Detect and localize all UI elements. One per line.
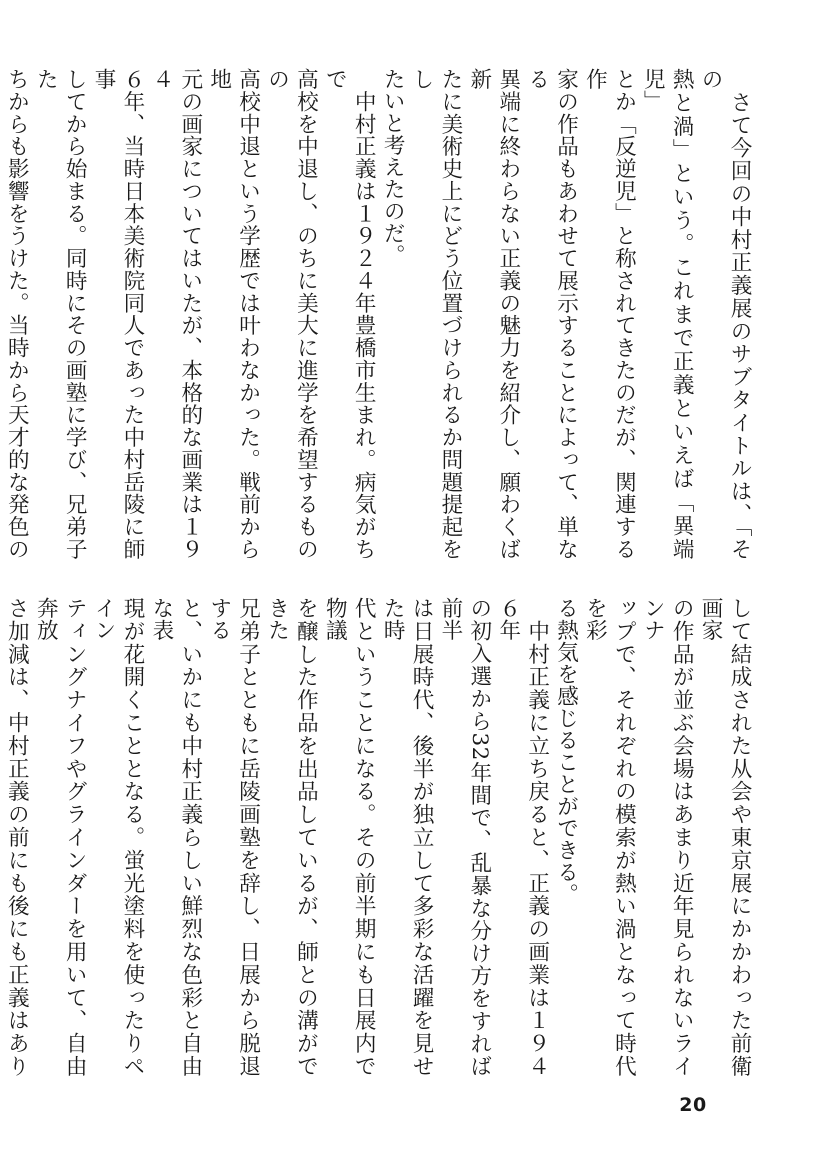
text-column: と、いかにも中村正義らしい鮮烈な色彩と自由な表 [148, 597, 203, 1077]
page-number: 20 [679, 1094, 707, 1116]
text-column: 元の画家についてはいたが、本格的な画業は１９４ [148, 68, 203, 560]
text-column: さ加減は、中村正義の前にも後にも正義はあり [4, 597, 30, 1077]
text-column: してから始まる。同時にその画塾に学び、兄弟子た [33, 68, 88, 560]
text-column: る熱気を感じることができる。 [553, 597, 579, 905]
text-column: 異端に終わらない正義の魅力を紹介し、願わくば新 [466, 68, 521, 560]
text-column: たいと考えたのだ。 [380, 68, 406, 266]
text-column: は日展時代、後半が独立して多彩な活躍を見せた時 [380, 597, 435, 1077]
article-text-top [4, 68, 753, 560]
text-column: ップで、それぞれの模索が熱い渦となって時代を彩 [582, 597, 637, 1077]
text-column: 家の作品もあわせて展示することによって、単なる [524, 68, 579, 560]
text-column: ６年、当時日本美術院同人であった中村岳陵に師事 [91, 68, 145, 560]
text-column: 高校中退という学歴では叶わなかった。戦前から地 [206, 68, 261, 560]
text-column: 中村正義に立ち戻ると、正義の画業は１９４６年 [495, 597, 550, 1077]
text-column: の初入選から32年間で、乱暴な分け方をすれば前半 [437, 597, 492, 1077]
text-column: 高校を中退し、のちに美大に進学を希望するものの [264, 68, 319, 560]
text-column: ティングナイフやグラインダーを用いて、自由奔放 [33, 597, 88, 1077]
text-column: を醸した作品を出品しているが、師との溝ができた [264, 597, 319, 1077]
text-column: とか「反逆児」と称されてきたのだが、関連する作 [582, 68, 637, 560]
text-column: 代ということになる。その前半期にも日展内で物議 [322, 597, 377, 1077]
text-column: たに美術史上にどう位置づけられるか問題提起をし [409, 68, 463, 560]
text-column: して結成された从会や東京展にかかわった前衛画家 [698, 597, 752, 1077]
text-column: さて今回の中村正義展のサブタイトルは、「その [698, 68, 752, 560]
text-column: ちからも影響をうけた。当時から天才的な発色の [4, 68, 30, 560]
text-column: の作品が並ぶ会場はあまり近年見られないラインナ [640, 597, 695, 1077]
text-column: 兄弟子とともに岳陵画塾を辞し、日展から脱退する [206, 597, 261, 1077]
article-text-bottom [4, 597, 753, 1077]
text-column: 熱と渦」という。これまで正義といえば「異端児」 [640, 68, 695, 560]
text-column: 中村正義は１９２４年豊橋市生まれ。病気がちで [322, 68, 377, 560]
text-column: 現が花開くこととなる。蛍光塗料を使ったりペイン [91, 597, 145, 1077]
